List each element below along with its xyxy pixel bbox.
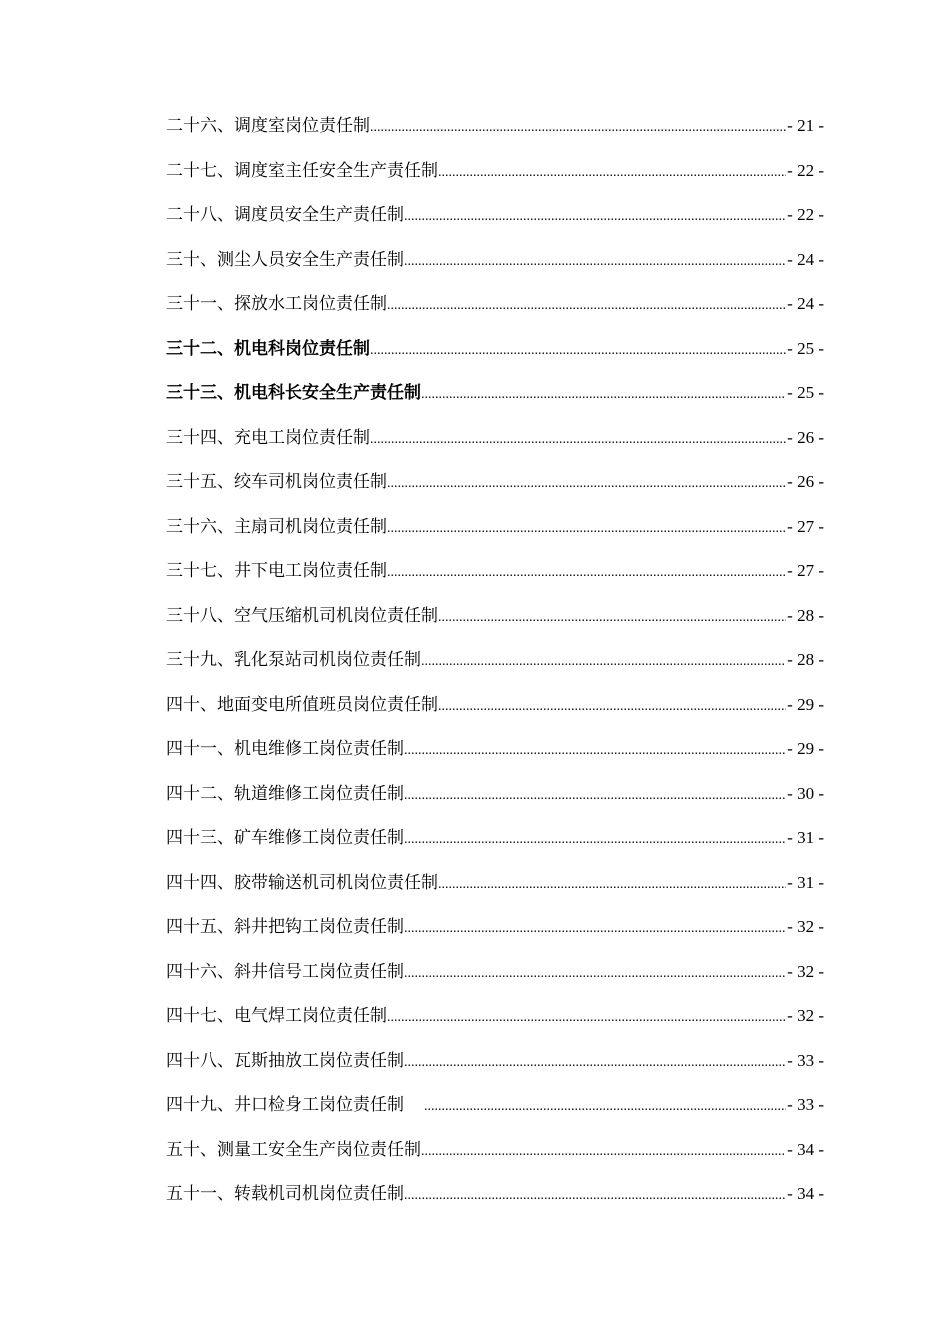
toc-entry-title[interactable]: 四十九、井口检身工岗位责任制	[166, 1095, 404, 1115]
toc-entry-page-number[interactable]: - 25 -	[787, 383, 824, 402]
toc-entry[interactable]	[166, 912, 824, 957]
toc-entry-page-number[interactable]: - 26 -	[787, 427, 824, 447]
toc-entry-title[interactable]: 四十、地面变电所值班员岗位责任制	[166, 694, 438, 715]
toc-entry-title[interactable]: 二十八、调度员安全生产责任制	[166, 205, 404, 225]
toc-entry-title[interactable]: 四十三、矿车维修工岗位责任制	[166, 828, 404, 848]
toc-entry-page-number[interactable]: - 24 -	[787, 294, 824, 313]
toc-entry[interactable]	[166, 334, 824, 379]
toc-entry-page-number[interactable]: - 34 -	[787, 1184, 824, 1203]
toc-entry[interactable]	[166, 734, 824, 779]
toc-entry-title[interactable]: 三十三、机电科长安全生产责任制	[166, 383, 421, 403]
toc-entry[interactable]	[166, 200, 824, 245]
toc-entry-title[interactable]: 三十一、探放水工岗位责任制	[166, 294, 387, 314]
toc-entry[interactable]	[166, 868, 824, 913]
toc-dot-leader	[370, 336, 786, 366]
toc-dot-leader	[404, 825, 786, 855]
toc-entry-title[interactable]: 三十六、主扇司机岗位责任制	[166, 516, 387, 537]
toc-entry-page-number[interactable]: - 24 -	[787, 249, 824, 269]
toc-entry-title[interactable]: 四十六、斜井信号工岗位责任制	[166, 961, 404, 982]
toc-entry[interactable]	[166, 111, 824, 156]
toc-entry[interactable]	[166, 1090, 824, 1135]
toc-dot-leader	[387, 514, 786, 544]
toc-entry-title[interactable]: 四十五、斜井把钩工岗位责任制	[166, 917, 404, 937]
toc-dot-leader	[370, 113, 786, 143]
toc-entry[interactable]	[166, 645, 824, 690]
toc-dot-leader	[387, 1003, 786, 1033]
toc-dot-leader	[404, 914, 786, 944]
toc-dot-leader	[424, 1092, 786, 1122]
toc-entry-title[interactable]: 四十四、胶带输送机司机岗位责任制	[166, 872, 438, 893]
toc-entry[interactable]	[166, 957, 824, 1002]
toc-entry-title[interactable]: 五十一、转载机司机岗位责任制	[166, 1184, 404, 1204]
toc-entry[interactable]	[166, 245, 824, 290]
toc-entry[interactable]	[166, 512, 824, 557]
toc-dot-leader	[438, 603, 786, 633]
toc-dot-leader	[404, 736, 786, 766]
toc-entry-title[interactable]: 三十七、井下电工岗位责任制	[166, 561, 387, 581]
toc-entry-page-number[interactable]: - 32 -	[787, 917, 824, 936]
toc-entry-page-number[interactable]: - 26 -	[787, 472, 824, 491]
toc-entry[interactable]	[166, 1001, 824, 1046]
toc-dot-leader	[421, 380, 786, 410]
toc-dot-leader	[438, 692, 786, 722]
toc-entry-page-number[interactable]: - 28 -	[787, 650, 824, 669]
toc-dot-leader	[404, 1048, 786, 1078]
toc-dot-leader	[370, 425, 786, 455]
toc-dot-leader	[404, 781, 786, 811]
toc-dot-leader	[421, 1137, 786, 1167]
toc-entry-title[interactable]: 三十四、充电工岗位责任制	[166, 427, 370, 448]
toc-entry-title[interactable]: 三十九、乳化泵站司机岗位责任制	[166, 650, 421, 670]
toc-dot-leader	[387, 291, 786, 321]
toc-dot-leader	[438, 870, 786, 900]
toc-dot-leader	[404, 959, 786, 989]
toc-entry-page-number[interactable]: - 27 -	[787, 561, 824, 580]
toc-entry-page-number[interactable]: - 22 -	[787, 160, 824, 180]
toc-entry-page-number[interactable]: - 22 -	[787, 205, 824, 224]
toc-entry-title[interactable]: 四十二、轨道维修工岗位责任制	[166, 783, 404, 804]
toc-entry-title[interactable]: 三十八、空气压缩机司机岗位责任制	[166, 605, 438, 626]
toc-entry-title[interactable]: 四十一、机电维修工岗位责任制	[166, 739, 404, 759]
toc-entry-page-number[interactable]: - 34 -	[787, 1139, 824, 1159]
toc-entry[interactable]	[166, 823, 824, 868]
toc-dot-leader	[404, 247, 786, 277]
toc-entry-title[interactable]: 二十六、调度室岗位责任制	[166, 116, 370, 136]
toc-entry-page-number[interactable]: - 32 -	[787, 961, 824, 981]
toc-entry-title[interactable]: 三十二、机电科岗位责任制	[166, 338, 370, 359]
toc-entry-page-number[interactable]: - 33 -	[787, 1095, 824, 1114]
toc-entry-title[interactable]: 三十五、绞车司机岗位责任制	[166, 472, 387, 492]
toc-dot-leader	[387, 558, 786, 588]
toc-entry-title[interactable]: 四十八、瓦斯抽放工岗位责任制	[166, 1050, 404, 1071]
toc-dot-leader	[404, 1181, 786, 1211]
toc-entry[interactable]	[166, 467, 824, 512]
toc-entry-page-number[interactable]: - 31 -	[787, 872, 824, 892]
toc-entry-page-number[interactable]: - 21 -	[787, 116, 824, 135]
toc-entry-page-number[interactable]: - 31 -	[787, 828, 824, 847]
toc-entry-page-number[interactable]: - 29 -	[787, 694, 824, 714]
toc-dot-leader	[421, 647, 786, 677]
toc-entry[interactable]	[166, 289, 824, 334]
toc-entry-page-number[interactable]: - 25 -	[787, 338, 824, 358]
toc-entry-page-number[interactable]: - 28 -	[787, 605, 824, 625]
toc-entry-page-number[interactable]: - 27 -	[787, 516, 824, 536]
toc-entry[interactable]	[166, 378, 824, 423]
toc-entry-title[interactable]: 二十七、调度室主任安全生产责任制	[166, 160, 438, 181]
toc-entry-page-number[interactable]: - 32 -	[787, 1006, 824, 1025]
toc-entry[interactable]	[166, 601, 824, 646]
toc-entry[interactable]	[166, 156, 824, 201]
toc-entry[interactable]	[166, 556, 824, 601]
toc-entry-page-number[interactable]: - 33 -	[787, 1050, 824, 1070]
toc-entry[interactable]	[166, 1046, 824, 1091]
toc-entry-title[interactable]: 五十、测量工安全生产岗位责任制	[166, 1139, 421, 1160]
toc-entry-title[interactable]: 三十、测尘人员安全生产责任制	[166, 249, 404, 270]
toc-entry-page-number[interactable]: - 29 -	[787, 739, 824, 758]
toc-entry-title[interactable]: 四十七、电气焊工岗位责任制	[166, 1006, 387, 1026]
toc-entry[interactable]	[166, 1179, 824, 1224]
toc-dot-leader	[404, 202, 786, 232]
toc-dot-leader	[438, 158, 786, 188]
toc-entry[interactable]	[166, 423, 824, 468]
toc-dot-leader	[387, 469, 786, 499]
toc-entry[interactable]	[166, 690, 824, 735]
table-of-contents	[166, 111, 824, 1224]
toc-entry[interactable]	[166, 779, 824, 824]
toc-entry-page-number[interactable]: - 30 -	[787, 783, 824, 803]
toc-entry[interactable]	[166, 1135, 824, 1180]
